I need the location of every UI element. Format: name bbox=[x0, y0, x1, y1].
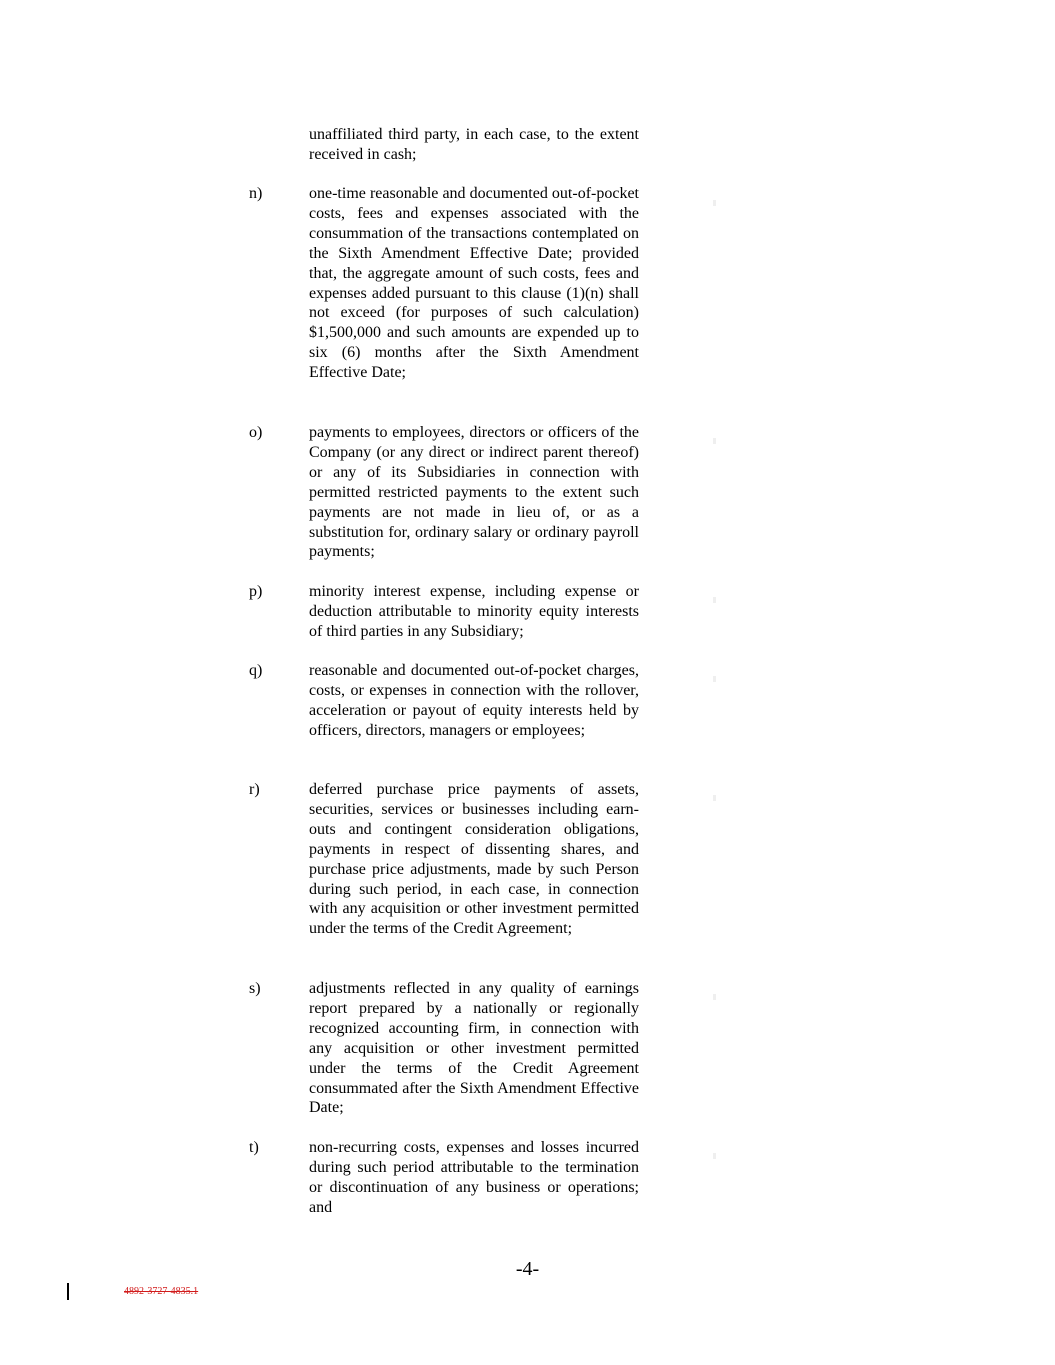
margin-mark bbox=[713, 200, 716, 206]
page-number: -4- bbox=[515, 1258, 540, 1280]
margin-mark bbox=[713, 1153, 716, 1159]
continuation-text: unaffiliated third party, in each case, to the extent received in cash; bbox=[309, 126, 639, 163]
clause-label: q) bbox=[249, 662, 263, 679]
clause-text: deferred purchase price payments of assets, securities, services or businesses including earn-outs and contingent consideration obligations, payments in respect of dissenting shares, and purchase price adjustments, made by such Person during such period, in each case, in connection with any acquisition or other investment permitted under the terms of the Credit Agreement; bbox=[309, 781, 639, 938]
clause-label: o) bbox=[249, 424, 263, 441]
margin-mark bbox=[713, 795, 716, 801]
clause-label: r) bbox=[249, 781, 260, 798]
margin-mark bbox=[713, 597, 716, 603]
clause-label: p) bbox=[249, 583, 263, 600]
document-id: 4892-3727-4835.1 bbox=[124, 1286, 199, 1297]
clause-text: non-recurring costs, expenses and losses incurred during such period attributable to the termination or discontinuation of any business or operations; and bbox=[309, 1139, 639, 1216]
margin-mark bbox=[713, 994, 716, 1000]
clause-text: one-time reasonable and documented out-of-pocket costs, fees and expenses associated with the consummation of the transactions contemplated on the Sixth Amendment Effective Date; provided that, the aggregate amount of such costs, fees and expenses added pursuant to this clause (1)(n) shall not exceed (for purposes of such calculation) $1,500,000 and such amounts are expended up to six (6) months after the Sixth Amendment Effective Date; bbox=[309, 185, 639, 382]
revision-bar bbox=[67, 1283, 69, 1300]
clause-text: reasonable and documented out-of-pocket charges, costs, or expenses in connection with the rollover, acceleration or payout of equity interests held by officers, directors, managers or employees; bbox=[309, 662, 639, 739]
margin-mark bbox=[713, 438, 716, 444]
clause-label: n) bbox=[249, 185, 263, 202]
clause-text: payments to employees, directors or officers of the Company (or any direct or indirect parent thereof) or any of its Subsidiaries in connection with permitted restricted payments to the extent such payments are not made in lieu of, or as a substitution for, ordinary salary or ordinary payroll payments; bbox=[309, 424, 639, 561]
margin-mark bbox=[713, 676, 716, 682]
clause-label: s) bbox=[249, 980, 261, 997]
clause-text: minority interest expense, including expense or deduction attributable to minority equity interests of third parties in any Subsidiary; bbox=[309, 583, 639, 640]
clause-text: adjustments reflected in any quality of earnings report prepared by a nationally or regionally recognized accounting firm, in connection with any acquisition or other investment permitted under the terms of the Credit Agreement consummated after the Sixth Amendment Effective Date; bbox=[309, 980, 639, 1117]
clause-label: t) bbox=[249, 1139, 259, 1156]
